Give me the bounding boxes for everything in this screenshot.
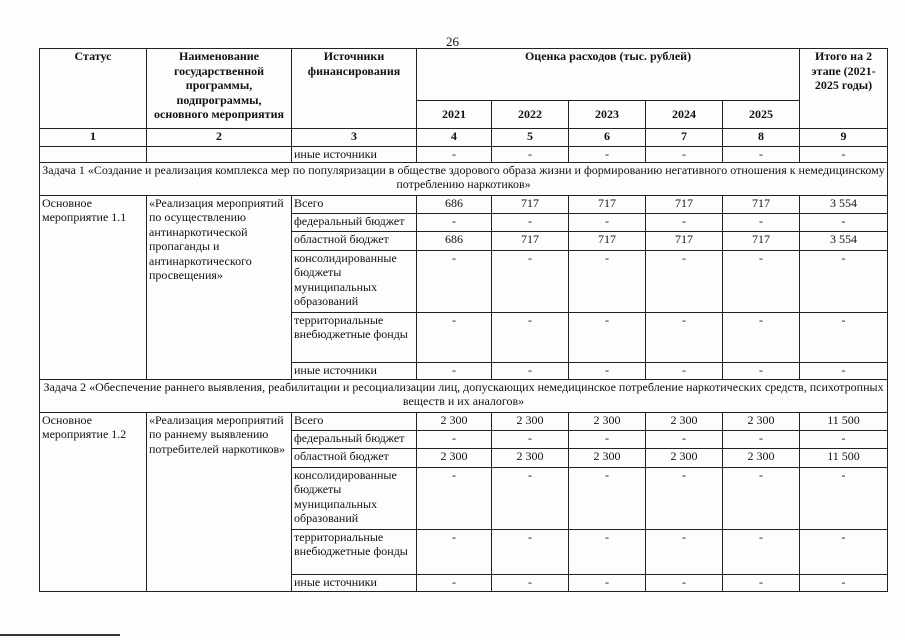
expenditure-table — [39, 48, 888, 592]
value-cell: - — [723, 574, 800, 591]
value-cell: - — [417, 312, 492, 362]
value-cell: - — [569, 529, 646, 574]
value-cell: 686 — [417, 231, 492, 250]
source-cell: консолидированные бюджеты муниципальных образований — [292, 250, 417, 312]
footer-line — [0, 634, 120, 636]
value-cell: - — [492, 312, 569, 362]
value-cell: - — [492, 213, 569, 231]
value-cell: - — [417, 250, 492, 312]
value-cell: - — [492, 250, 569, 312]
value-cell: - — [723, 362, 800, 379]
value-cell: - — [492, 467, 569, 529]
value-cell: 717 — [723, 195, 800, 213]
value-cell: - — [800, 213, 888, 231]
value-cell: 717 — [646, 195, 723, 213]
value-cell: - — [800, 467, 888, 529]
value-cell: - — [723, 250, 800, 312]
value-cell: - — [800, 430, 888, 448]
column-number: 3 — [292, 129, 417, 147]
value-cell: 717 — [492, 195, 569, 213]
column-number: 9 — [800, 129, 888, 147]
column-number: 4 — [417, 129, 492, 147]
header-year: 2024 — [646, 101, 723, 129]
header-year: 2021 — [417, 101, 492, 129]
value-cell: - — [417, 430, 492, 448]
value-cell: - — [723, 213, 800, 231]
empty-cell — [40, 147, 147, 163]
header-sources: Источники финансирования — [292, 49, 417, 129]
value-cell: 2 300 — [569, 412, 646, 430]
source-cell: областной бюджет — [292, 231, 417, 250]
source-cell: территориальные внебюджетные фонды — [292, 529, 417, 574]
task-title: Задача 1 «Создание и реализация комплекса мер по популяризации в обществе здорового образа жизни и формированию негативного отношения к немедицинскому потреблению наркотиков» — [40, 162, 888, 195]
value-cell: 11 500 — [800, 412, 888, 430]
header-year: 2022 — [492, 101, 569, 129]
source-cell: федеральный бюджет — [292, 213, 417, 231]
source-cell: федеральный бюджет — [292, 430, 417, 448]
value-cell: - — [800, 250, 888, 312]
value-cell: - — [569, 312, 646, 362]
value-cell: - — [646, 529, 723, 574]
value-cell: - — [569, 250, 646, 312]
value-cell: 3 554 — [800, 195, 888, 213]
value-cell: - — [569, 430, 646, 448]
value-cell: - — [417, 574, 492, 591]
value-cell: - — [417, 529, 492, 574]
value-cell: - — [800, 147, 888, 163]
value-cell: - — [417, 467, 492, 529]
value-cell: - — [417, 362, 492, 379]
source-cell: консолидированные бюджеты муниципальных образований — [292, 467, 417, 529]
source-cell: областной бюджет — [292, 448, 417, 467]
value-cell: - — [492, 574, 569, 591]
measure-name: «Реализация мероприятий по раннему выявлению потребителей наркотиков» — [147, 412, 292, 591]
source-cell: Всего — [292, 412, 417, 430]
column-number: 7 — [646, 129, 723, 147]
column-number: 1 — [40, 129, 147, 147]
value-cell: 686 — [417, 195, 492, 213]
value-cell: 717 — [569, 195, 646, 213]
value-cell: - — [723, 467, 800, 529]
table-row — [40, 412, 888, 430]
value-cell: - — [417, 147, 492, 163]
value-cell: - — [723, 147, 800, 163]
value-cell: - — [569, 574, 646, 591]
value-cell: - — [492, 147, 569, 163]
value-cell: 2 300 — [723, 412, 800, 430]
value-cell: - — [492, 362, 569, 379]
measure-name: «Реализация мероприятий по осуществлению антинаркотической пропаганды и антинаркотического просвещения» — [147, 195, 292, 379]
empty-cell — [147, 147, 292, 163]
column-number: 2 — [147, 129, 292, 147]
value-cell: - — [569, 467, 646, 529]
value-cell: - — [646, 362, 723, 379]
value-cell: - — [800, 574, 888, 591]
value-cell: - — [569, 213, 646, 231]
value-cell: 717 — [569, 231, 646, 250]
value-cell: - — [800, 529, 888, 574]
value-cell: - — [800, 362, 888, 379]
task-row — [40, 162, 888, 195]
value-cell: - — [646, 147, 723, 163]
value-cell: - — [417, 213, 492, 231]
source-cell: территориальные внебюджетные фонды — [292, 312, 417, 362]
value-cell: 2 300 — [417, 412, 492, 430]
measure-status: Основное мероприятие 1.1 — [40, 195, 147, 379]
header-year: 2023 — [569, 101, 646, 129]
column-number: 5 — [492, 129, 569, 147]
value-cell: 2 300 — [646, 448, 723, 467]
value-cell: - — [646, 250, 723, 312]
value-cell: - — [646, 574, 723, 591]
value-cell: 2 300 — [417, 448, 492, 467]
value-cell: 2 300 — [569, 448, 646, 467]
value-cell: - — [492, 430, 569, 448]
value-cell: 2 300 — [492, 412, 569, 430]
task-title: Задача 2 «Обеспечение раннего выявления, реабилитации и ресоциализации лиц, допускающих немедицинское потребление наркотических средств, психотропных веществ и их аналогов» — [40, 379, 888, 412]
header-status: Статус — [40, 49, 147, 129]
column-number: 6 — [569, 129, 646, 147]
measure-status: Основное мероприятие 1.2 — [40, 412, 147, 591]
table-row — [40, 147, 888, 163]
value-cell: - — [723, 430, 800, 448]
task-row — [40, 379, 888, 412]
value-cell: - — [800, 312, 888, 362]
header-total: Итого на 2 этапе (2021-2025 годы) — [800, 49, 888, 129]
source-cell: иные источники — [292, 147, 417, 163]
value-cell: - — [723, 529, 800, 574]
source-cell: Всего — [292, 195, 417, 213]
table-row — [40, 195, 888, 213]
header-year: 2025 — [723, 101, 800, 129]
value-cell: 717 — [492, 231, 569, 250]
value-cell: 2 300 — [646, 412, 723, 430]
value-cell: - — [646, 213, 723, 231]
column-number: 8 — [723, 129, 800, 147]
header-name: Наименование государственной программы, подпрограммы, основного мероприятия — [147, 49, 292, 129]
value-cell: 2 300 — [723, 448, 800, 467]
value-cell: - — [569, 362, 646, 379]
value-cell: 717 — [723, 231, 800, 250]
value-cell: 717 — [646, 231, 723, 250]
value-cell: - — [646, 430, 723, 448]
page-number: 26 — [446, 34, 459, 49]
value-cell: 2 300 — [492, 448, 569, 467]
value-cell: - — [646, 312, 723, 362]
value-cell: 3 554 — [800, 231, 888, 250]
value-cell: 11 500 — [800, 448, 888, 467]
value-cell: - — [569, 147, 646, 163]
value-cell: - — [492, 529, 569, 574]
source-cell: иные источники — [292, 574, 417, 591]
value-cell: - — [646, 467, 723, 529]
header-estimate: Оценка расходов (тыс. рублей) — [417, 49, 800, 101]
value-cell: - — [723, 312, 800, 362]
source-cell: иные источники — [292, 362, 417, 379]
